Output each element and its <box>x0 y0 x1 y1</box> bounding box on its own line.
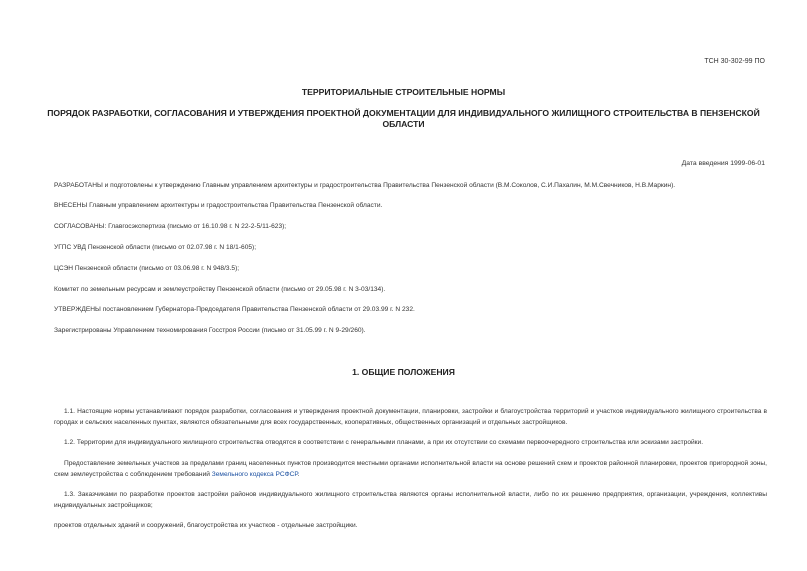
introduced-by: ВНЕСЕНЫ Главным управлением архитектуры и градостроительства Правительства Пензенской области. <box>54 202 383 209</box>
document-title: ТЕРРИТОРИАЛЬНЫЕ СТРОИТЕЛЬНЫЕ НОРМЫ <box>301 87 506 97</box>
agreed-committee: Комитет по земельным ресурсам и землеустройству Пензенской области (письмо от 29.05.98 г. N 3-03/134). <box>54 286 386 293</box>
agreed-ugps: УГПС УВД Пензенской области (письмо от 02.07.98 г. N 18/1-605); <box>54 244 257 251</box>
paragraph-land-text: Предоставление земельных участков за пределами границ населенных пунктов производится местными органами исполнительной власти на основе решений схем и проектов районной планировки, проектов пригородной зоны, схем землеустройства с соблюдением требований <box>54 460 767 478</box>
document-subtitle: ПОРЯДОК РАЗРАБОТКИ, СОГЛАСОВАНИЯ И УТВЕРЖДЕНИЯ ПРОЕКТНОЙ ДОКУМЕНТАЦИИ ДЛЯ ИНДИВИДУАЛЬНОГО ЖИЛИЩНОГО СТРОИТЕЛЬСТВА В ПЕНЗЕНСКОЙ ОБЛАСТИ <box>47 108 760 129</box>
registered-by: Зарегистрированы Управлением техномирования Госстроя России (письмо от 31.05.99 г. N 9-29/260). <box>54 327 366 334</box>
paragraph-land-end: . <box>297 470 300 478</box>
paragraph-1-1: 1.1. Настоящие нормы устанавливают порядок разработки, согласования и утверждения проектной документации, планировки, застройки и благоустройства территорий и участков индивидуального жилищного строительства в городах и сельских населенных пунктах, являются обязательными для всех государственных, кооперативных, общественных организаций и отдельных застройщиков. <box>54 408 767 426</box>
section-heading: 1. ОБЩИЕ ПОЛОЖЕНИЯ <box>352 367 455 377</box>
introduction-date: Дата введения 1999-06-01 <box>681 160 765 167</box>
paragraph-projects: проектов отдельных зданий и сооружений, благоустройства их участков - отдельные застройщики. <box>54 522 358 529</box>
land-code-link[interactable]: Земельного кодекса РСФСР <box>211 470 298 478</box>
paragraph-1-2: 1.2. Территории для индивидуального жилищного строительства отводятся в соответствии с генеральными планами, а при их отсутствии со схемами первоочередного строительства или эскизами застройки. <box>64 439 704 446</box>
agreed-by: СОГЛАСОВАНЫ: Главгосэкспертиза (письмо от 16.10.98 г. N 22-2-5/11-623); <box>54 223 287 230</box>
approved-by: УТВЕРЖДЕНЫ постановлением Губернатора-Председателя Правительства Пензенской области от 29.03.99 г. N 232. <box>54 306 415 313</box>
developed-by: РАЗРАБОТАНЫ и подготовлены к утверждению Главным управлением архитектуры и градостроительства Правительства Пензенской области (В.М.Соколов, С.И.Пахалин, М.М.Свечников, Н.В.Маркин). <box>54 182 676 189</box>
paragraph-1-3: 1.3. Заказчиками по разработке проектов застройки районов индивидуального жилищного строительства являются органы исполнительной власти, либо по их решению предприятия, организации, учреждения, коллективы индивидуальных застройщиков; <box>54 491 767 509</box>
agreed-csen: ЦСЭН Пензенской области (письмо от 03.06.98 г. N 948/3.5); <box>54 265 240 272</box>
paragraph-land-allocation <box>54 459 767 480</box>
document-code: ТСН 30-302-99 ПО <box>704 58 765 65</box>
